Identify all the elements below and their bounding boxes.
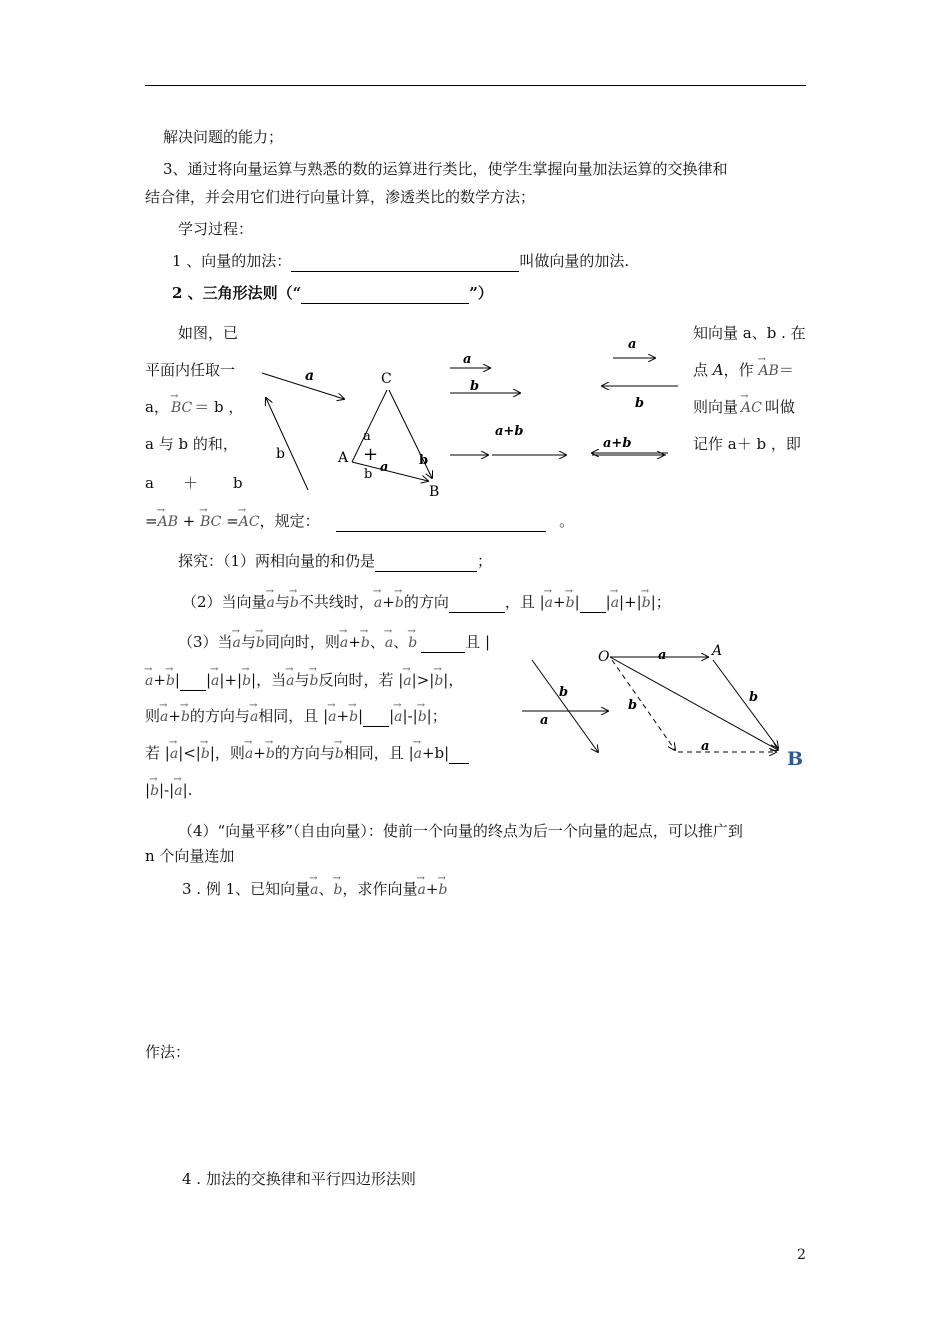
para-label-a-top: a [658,648,667,663]
fig-left-4b: ＋ [183,474,199,492]
tri-label-a-side: a [380,460,389,475]
method-label: 作法： [145,1043,191,1061]
explore-3d: 若 |→ a|<|→ b|，则→ a+→ b的方向与→ b相同，且 |→ a+b| [145,743,469,764]
item2: 2 、三角形法则（“ ”） [172,284,493,302]
cross-label-b: b [559,685,569,700]
explore-3c: 则→ a+→ b的方向与→ a相同，且 |→ a+→ b| |→ a|-|→ b|； [145,706,447,727]
opp-dir-label-a: a [628,337,637,352]
fig-left-1: 平面内任取一 [145,361,236,379]
point-b-label: B [429,484,440,500]
goal3-line1: 3、通过将向量运算与熟悉的数的运算进行类比，使学生掌握向量加法运算的交换律和 [163,160,728,178]
vector-b-label: b [276,446,285,462]
item1: 1 、向量的加法： 叫做向量的加法. [172,252,630,270]
fig-right-1: 点 A，作 → AB＝ [693,360,794,381]
page-number: 2 [797,1247,806,1263]
cross-label-a: a [540,713,549,728]
para-label-a-bottom: a [701,739,710,754]
fig-right-2: 则向量→ AC 叫做 [693,397,795,418]
para-side-ab [713,660,778,748]
para-label-b-right: b [749,690,759,705]
explore-4-line2: n 个向量连加 [145,847,235,865]
point-a-label: A [338,450,349,466]
opp-dir-label-sum: a+b [603,436,632,451]
tri-label-b: b [364,467,373,482]
same-dir-label-sum: a+b [495,424,524,439]
vector-a-label: a [305,368,315,384]
tri-label-b-side: b [419,453,429,468]
fig-left-3: a 与 b 的和， [145,435,238,453]
point-a2-label: A [712,643,723,659]
explore-1: 探究：（1）两相向量的和仍是 ； [178,552,493,570]
explore-3e: |→ b|-|→ a|. [145,780,192,801]
point-b2-label: B [787,748,804,770]
para-label-b-left: b [628,698,638,713]
goal3-line2: 结合律，并会用它们进行向量计算，渗透类比的数学方法； [145,188,536,206]
explore-3b: → a+→ b| |→ a|+|→ b|，当→ a与→ b反向时，若 |→ a|>|→ b|， [145,670,463,691]
point-o-label: O [598,649,610,665]
fig-left-4c: b [233,474,243,492]
fig-right-0: 知向量 a、b . 在 [693,324,806,342]
explore-3a: （3）当→ a与→ b同向时，则→ a+→ b、→ a、→ b 且 | [178,632,490,653]
fig-left-4a: a [145,474,154,492]
opp-dir-label-b: b [635,396,645,411]
explore-2: （2）当向量→ a与→ b不共线时，→ a+→ b的方向 ，且 |→ a+→ b| |→ a|+|→ b|； [182,592,671,613]
fig-left-0: 如图，已 [178,324,239,342]
tri-label-a: a [363,429,371,444]
intro-tail: 解决问题的能力； [163,128,284,146]
same-dir-label-a: a [463,352,472,367]
rule-line: =→ AB + → BC =→ AC，规定： 。 [145,511,574,532]
point-c-label: C [381,371,392,387]
fig-left-2: a，→ BC ＝ b ， [145,397,243,418]
process-title: 学习过程： [178,220,254,238]
item4: 4 . 加法的交换律和平行四边形法则 [182,1170,416,1188]
example-1: 3 . 例 1、已知向量→ a、→ b，求作向量→ a+→ b [182,879,447,900]
explore-4-line1: （4）“向量平移”（自由向量）：使前一个向量的终点为后一个向量的起点，可以推广到 [178,822,743,840]
fig-right-3: 记作 a＋ b ，即 [693,435,801,453]
same-dir-label-b: b [470,379,480,394]
tri-label-plus: + [363,444,379,465]
para-dashed-b [612,660,675,750]
cross-vector-b [532,660,598,752]
